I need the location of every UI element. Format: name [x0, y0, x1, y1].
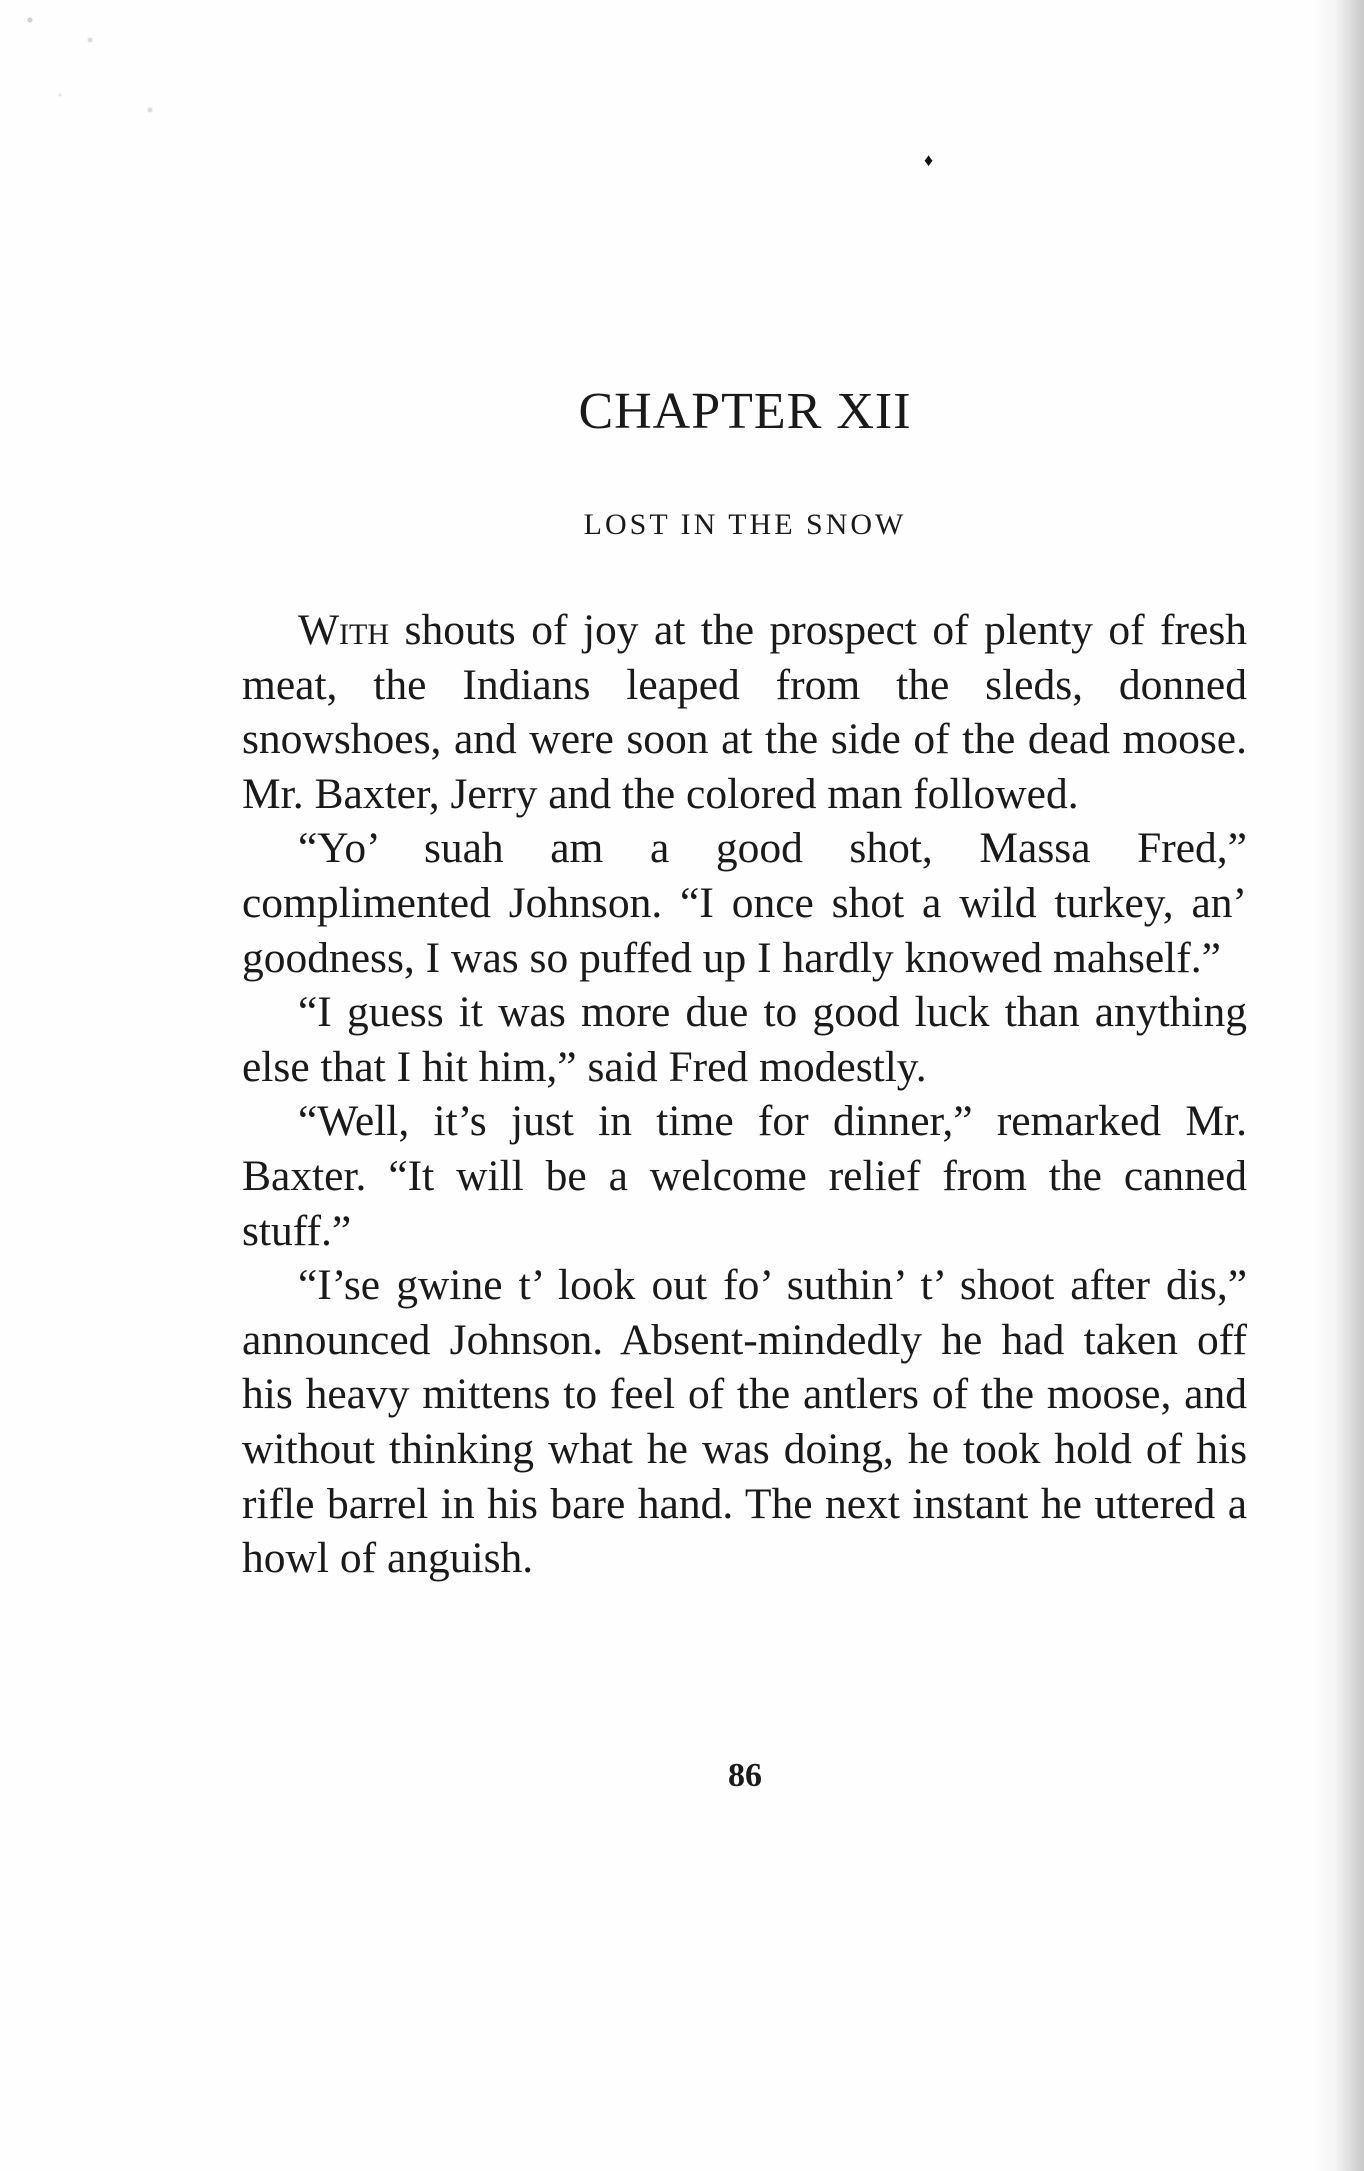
- scan-speckle: [0, 0, 210, 150]
- paragraph: “Yo’ suah am a good shot, Massa Fred,” complimented Johnson. “I once shot a wild turkey, an’ goodness, I was so puffed up I hardly knowed mahself.”: [242, 824, 1247, 982]
- paragraph-lead-word: With: [298, 606, 390, 654]
- chapter-title: CHAPTER XII: [578, 383, 912, 440]
- chapter-body: [242, 603, 1247, 1586]
- paragraph: “I’se gwine t’ look out fo’ suthin’ t’ shoot after dis,” announced Johnson. Absent-mindedly he had taken off his heavy mittens to feel of the antlers of the moose, and without thinking what he was doing, he took hold of his rifle barrel in his bare hand. The next instant he uttered a howl of anguish.: [242, 1261, 1247, 1583]
- paragraph: “I guess it was more due to good luck than anything else that I hit him,” said Fred modestly.: [242, 988, 1247, 1091]
- page-number: 86: [728, 1757, 762, 1794]
- paragraph-text: shouts of joy at the prospect of plenty of fresh meat, the Indians leaped from the sleds, donned snowshoes, and were soon at the side of the dead moose. Mr. Baxter, Jerry and the colored man followed.: [242, 606, 1247, 818]
- paragraph: [242, 603, 1247, 821]
- page-edge-shadow: [1312, 0, 1364, 2171]
- scan-mark: ♦: [924, 150, 934, 170]
- paragraph: “Well, it’s just in time for dinner,” remarked Mr. Baxter. “It will be a welcome relief from the canned stuff.”: [242, 1097, 1247, 1255]
- chapter-subtitle: LOST IN THE SNOW: [583, 508, 907, 541]
